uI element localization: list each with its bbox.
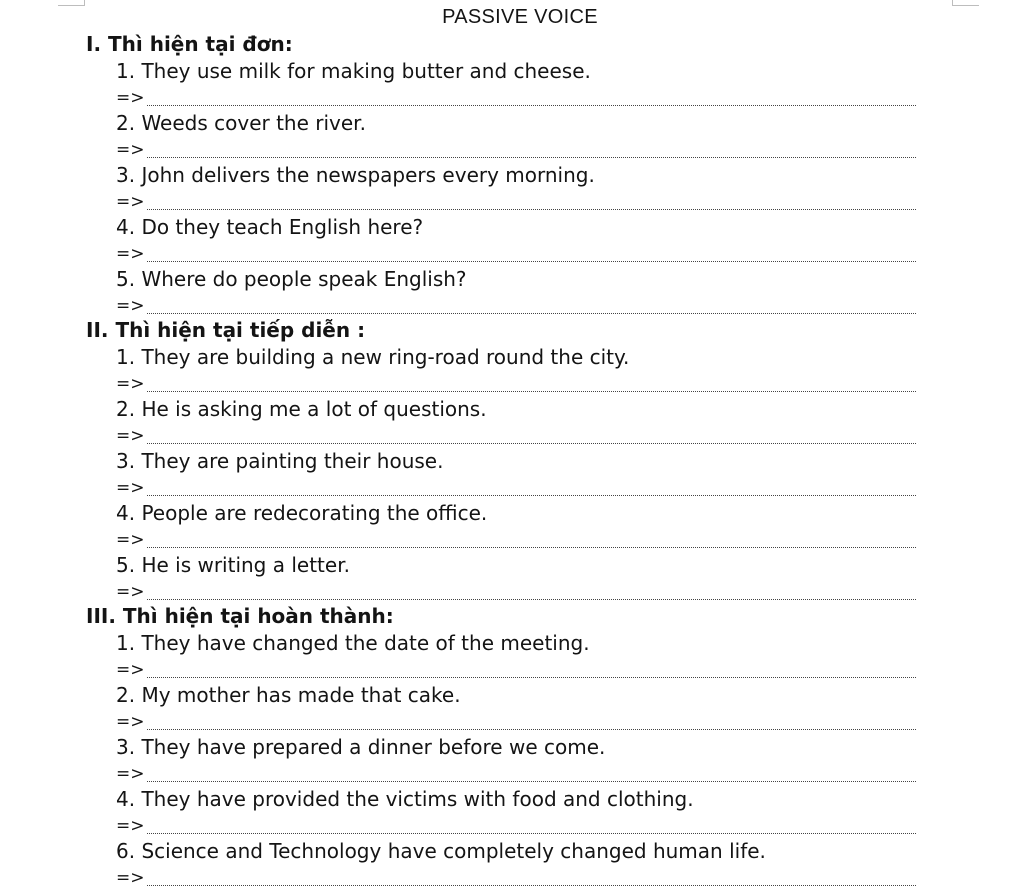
- exercise-question: 2. He is asking me a lot of questions.: [116, 397, 487, 421]
- exercise-item: [116, 733, 916, 785]
- answer-blank[interactable]: [147, 105, 917, 106]
- exercise-question: 1. They are building a new ring-road round the city.: [116, 345, 630, 369]
- answer-blank[interactable]: [147, 261, 917, 262]
- exercise-item: [116, 681, 916, 733]
- exercise-question: 2. Weeds cover the river.: [116, 111, 366, 135]
- answer-prompt: =>: [116, 868, 145, 888]
- answer-prompt: =>: [116, 296, 145, 316]
- exercise-question: 1. They use milk for making butter and cheese.: [116, 59, 591, 83]
- answer-prompt: =>: [116, 140, 145, 160]
- answer-blank[interactable]: [147, 391, 917, 392]
- exercise-question: 3. They are painting their house.: [116, 449, 444, 473]
- exercise-item: [116, 837, 916, 889]
- answer-blank[interactable]: [147, 209, 917, 210]
- answer-prompt: =>: [116, 816, 145, 836]
- exercise-item: [116, 213, 916, 265]
- answer-row: [116, 865, 916, 889]
- exercise-question: 3. They have prepared a dinner before we come.: [116, 735, 606, 759]
- exercise-item: [116, 447, 916, 499]
- exercise-item: [116, 551, 916, 603]
- section-present-continuous: [86, 317, 916, 603]
- answer-row: [116, 189, 916, 213]
- exercise-item: [116, 109, 916, 161]
- exercise-item: [116, 57, 916, 109]
- section-heading: III. Thì hiện tại hoàn thành:: [86, 604, 394, 628]
- section-heading: II. Thì hiện tại tiếp diễn :: [86, 318, 366, 342]
- answer-blank[interactable]: [147, 833, 917, 834]
- answer-row: [116, 527, 916, 551]
- answer-blank[interactable]: [147, 443, 917, 444]
- exercise-item: [116, 161, 916, 213]
- answer-row: [116, 657, 916, 681]
- answer-prompt: =>: [116, 426, 145, 446]
- answer-blank[interactable]: [147, 729, 917, 730]
- section-heading: I. Thì hiện tại đơn:: [86, 32, 293, 56]
- section-present-perfect: [86, 603, 916, 889]
- exercise-item: [116, 785, 916, 837]
- answer-row: [116, 241, 916, 265]
- exercise-question: 6. Science and Technology have completely changed human life.: [116, 839, 766, 863]
- exercise-question: 5. Where do people speak English?: [116, 267, 467, 291]
- exercise-question: 1. They have changed the date of the meeting.: [116, 631, 590, 655]
- answer-blank[interactable]: [147, 495, 917, 496]
- answer-prompt: =>: [116, 660, 145, 680]
- exercise-question: 3. John delivers the newspapers every morning.: [116, 163, 595, 187]
- answer-prompt: =>: [116, 374, 145, 394]
- answer-prompt: =>: [116, 192, 145, 212]
- answer-prompt: =>: [116, 244, 145, 264]
- answer-prompt: =>: [116, 478, 145, 498]
- exercise-question: 5. He is writing a letter.: [116, 553, 350, 577]
- answer-prompt: =>: [116, 530, 145, 550]
- answer-blank[interactable]: [147, 781, 917, 782]
- answer-prompt: =>: [116, 582, 145, 602]
- exercise-question: 4. They have provided the victims with food and clothing.: [116, 787, 694, 811]
- answer-row: [116, 813, 916, 837]
- answer-blank[interactable]: [147, 677, 917, 678]
- exercise-item: [116, 343, 916, 395]
- answer-blank[interactable]: [147, 157, 917, 158]
- answer-blank[interactable]: [147, 599, 917, 600]
- answer-row: [116, 709, 916, 733]
- answer-row: [116, 293, 916, 317]
- page-title: PASSIVE VOICE: [442, 6, 598, 28]
- answer-blank[interactable]: [147, 313, 917, 314]
- exercise-list: [86, 343, 916, 603]
- exercise-question: 4. People are redecorating the office.: [116, 501, 488, 525]
- section-present-simple: [86, 31, 916, 317]
- answer-row: [116, 761, 916, 785]
- exercise-item: [116, 499, 916, 551]
- exercise-question: 4. Do they teach English here?: [116, 215, 424, 239]
- answer-row: [116, 579, 916, 603]
- answer-row: [116, 475, 916, 499]
- answer-prompt: =>: [116, 88, 145, 108]
- exercise-item: [116, 395, 916, 447]
- exercise-list: [86, 629, 916, 889]
- answer-row: [116, 371, 916, 395]
- exercise-sections: [86, 31, 916, 889]
- answer-prompt: =>: [116, 764, 145, 784]
- exercise-list: [86, 57, 916, 317]
- answer-row: [116, 85, 916, 109]
- exercise-item: [116, 265, 916, 317]
- answer-row: [116, 423, 916, 447]
- answer-prompt: =>: [116, 712, 145, 732]
- exercise-item: [116, 629, 916, 681]
- exercise-question: 2. My mother has made that cake.: [116, 683, 461, 707]
- answer-blank[interactable]: [147, 547, 917, 548]
- answer-row: [116, 137, 916, 161]
